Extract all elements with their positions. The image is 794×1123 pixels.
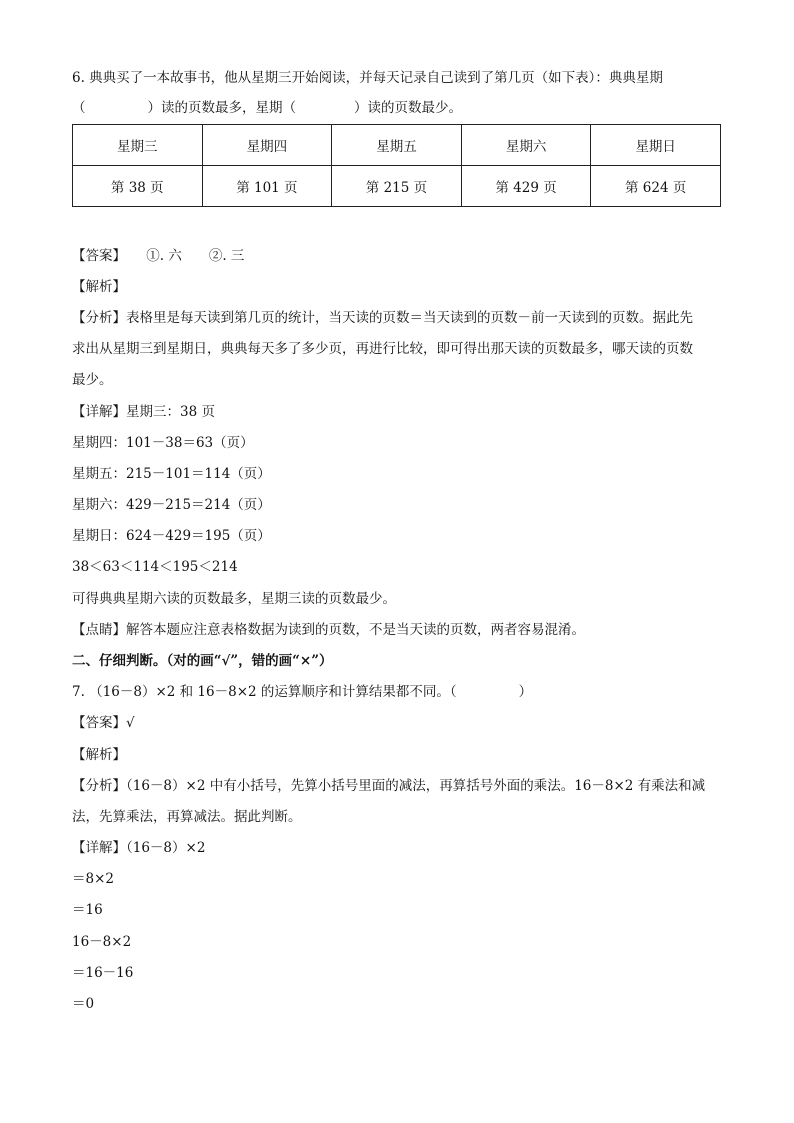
- q7-detail-line: ＝16－16: [72, 965, 134, 981]
- table-cell-page: 第 624 页: [591, 166, 721, 207]
- table-cell-page: 第 101 页: [202, 166, 332, 207]
- table-cell-page: 第 215 页: [332, 166, 462, 207]
- q7-detail-line: 16－8×2: [72, 934, 132, 950]
- table-cell-day: 星期三: [73, 125, 203, 166]
- q6-detail-line: 【详解】星期三：38 页: [72, 404, 215, 420]
- q7-question-text: 7. （16－8）×2 和 16－8×2 的运算顺序和计算结果都不同。（: [72, 684, 457, 700]
- q6-jiexi-label: 【解析】: [72, 279, 126, 295]
- table-cell-day: 星期日: [591, 125, 721, 166]
- q7-detail-line: 【详解】（16－8）×2: [72, 840, 206, 856]
- q6-detail-line: 星期五：215－101＝114（页）: [72, 466, 271, 482]
- q6-fenxi-line: 【分析】表格里是每天读到第几页的统计，当天读的页数＝当天读到的页数－前一天读到的页数。据此先: [72, 310, 693, 326]
- q7-detail-line: ＝8×2: [72, 871, 114, 887]
- q6-answer: 【答案】 ①. 六 ②. 三: [72, 248, 245, 264]
- q7-detail-line: ＝0: [72, 996, 95, 1012]
- table-cell-day: 星期五: [332, 125, 462, 166]
- reading-table: [72, 124, 721, 207]
- q7-fenxi-line: 法，先算乘法，再算减法。据此判断。: [72, 809, 302, 825]
- q6-detail-line: 星期日：624－429＝195（页）: [72, 528, 271, 544]
- section-title: 二、仔细判断。（对的画“√”，错的画“×”）: [72, 653, 333, 669]
- q6-blank-open: （: [72, 100, 86, 116]
- table-cell-page: 第 38 页: [73, 166, 203, 207]
- table-cell-day: 星期六: [461, 125, 591, 166]
- table-row-pages: [73, 166, 721, 207]
- table-cell-day: 星期四: [202, 125, 332, 166]
- q7-question-close: ）: [518, 684, 533, 700]
- q6-detail-line: 可得典典星期六读的页数最多，星期三读的页数最少。: [72, 591, 396, 607]
- q7-detail-line: ＝16: [72, 902, 103, 918]
- q6-dianjing: 【点睛】解答本题应注意表格数据为读到的页数，不是当天读的页数，两者容易混淆。: [72, 622, 585, 638]
- q6-detail-line: 星期四：101－38＝63（页）: [72, 435, 254, 451]
- q6-blank-mid: ）读的页数最多，星期（: [147, 100, 296, 116]
- table-row-days: [73, 125, 721, 166]
- q7-question: [72, 682, 532, 702]
- q6-question-line-2: [72, 98, 462, 118]
- q6-fenxi-line: 最少。: [72, 372, 113, 388]
- q7-answer: 【答案】√: [72, 715, 135, 731]
- q6-blank-close: ）读的页数最少。: [354, 100, 462, 116]
- q6-detail-line: 星期六：429－215＝214（页）: [72, 497, 271, 513]
- table-cell-page: 第 429 页: [461, 166, 591, 207]
- q7-fenxi-line: 【分析】（16－8）×2 中有小括号，先算小括号里面的减法，再算括号外面的乘法。16－8×2 有乘法和减: [72, 778, 706, 794]
- q6-detail-line: 38＜63＜114＜195＜214: [72, 559, 238, 575]
- q7-jiexi-label: 【解析】: [72, 747, 126, 763]
- q6-question-line-1: 6. 典典买了一本故事书，他从星期三开始阅读，并每天记录自己读到了第几页（如下表）：典典星期: [72, 70, 663, 86]
- q6-fenxi-line: 求出从星期三到星期日，典典每天多了多少页，再进行比较，即可得出那天读的页数最多，哪天读的页数: [72, 341, 693, 357]
